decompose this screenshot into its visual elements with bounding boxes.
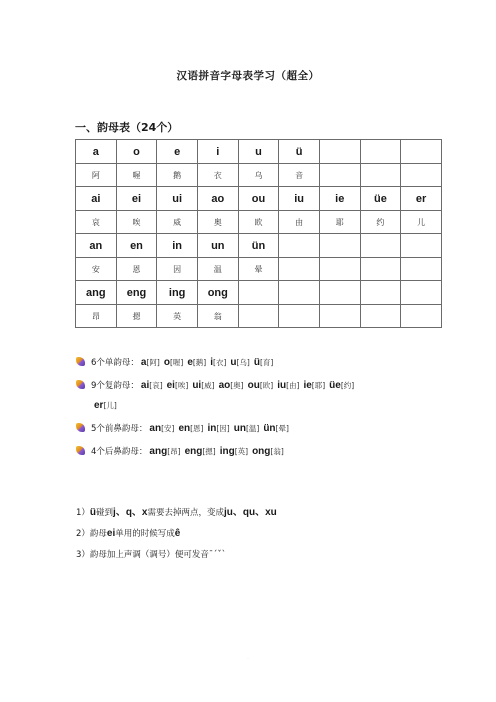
hanzi-cell: 恩: [116, 258, 157, 281]
pinyin-cell: o: [116, 140, 157, 164]
hanzi-cell: 昂: [76, 305, 117, 328]
rule-text: 2）韵母: [76, 529, 107, 539]
bullet-icon: [76, 380, 85, 389]
rule-text: ˉˊˇˋ: [208, 550, 226, 560]
pinyin-cell: un: [197, 234, 238, 258]
final-pinyin: ei: [166, 380, 175, 391]
pinyin-cell: [279, 234, 320, 258]
finals-table: [75, 139, 442, 328]
final-pinyin: e: [187, 357, 193, 368]
hanzi-cell: 约: [360, 211, 401, 234]
final-hanzi: [阿]: [146, 358, 160, 367]
final-hanzi: [昂]: [167, 447, 181, 456]
hanzi-cell: 因: [157, 258, 198, 281]
rule-pinyin: ü: [89, 507, 97, 518]
final-pinyin: ong: [252, 446, 271, 457]
hanzi-cell: [401, 164, 442, 187]
summary-label: 9个复韵母：: [91, 381, 139, 391]
rule-pinyin: ju、qu、xu: [224, 507, 277, 518]
hanzi-cell: 唉: [116, 211, 157, 234]
final-pinyin: an: [149, 423, 162, 434]
hanzi-cell: 欧: [238, 211, 279, 234]
final-pinyin: ing: [219, 446, 235, 457]
rule-text: 碰到: [96, 508, 114, 518]
hanzi-cell: 摁: [116, 305, 157, 328]
final-pinyin: ü: [253, 357, 260, 368]
final-hanzi: [乌]: [236, 358, 250, 367]
pinyin-cell: [238, 281, 279, 305]
hanzi-cell: [319, 258, 360, 281]
rule-line: [76, 506, 277, 520]
hanzi-cell: 音: [279, 164, 320, 187]
final-hanzi: [摁]: [202, 447, 216, 456]
final-pinyin: iu: [277, 380, 287, 391]
finals-summary-item: [76, 355, 456, 370]
pinyin-cell: [319, 234, 360, 258]
hanzi-row: [76, 305, 442, 328]
pinyin-cell: ui: [157, 187, 198, 211]
pinyin-cell: ao: [197, 187, 238, 211]
final-hanzi: [威]: [201, 381, 215, 390]
final-pinyin: ang: [149, 446, 168, 457]
hanzi-cell: [360, 258, 401, 281]
pinyin-cell: an: [76, 234, 117, 258]
pinyin-cell: [401, 281, 442, 305]
final-pinyin: i: [210, 357, 214, 368]
pinyin-cell: [319, 140, 360, 164]
section-heading: 一、韵母表（24个）: [75, 121, 179, 134]
pinyin-cell: ang: [76, 281, 117, 305]
pinyin-cell: ou: [238, 187, 279, 211]
final-pinyin: in: [207, 423, 217, 434]
final-hanzi: [安]: [161, 424, 175, 433]
pinyin-cell: [360, 234, 401, 258]
pinyin-cell: [401, 140, 442, 164]
pinyin-cell: ei: [116, 187, 157, 211]
final-hanzi: [儿]: [103, 401, 117, 410]
final-pinyin: ui: [192, 380, 202, 391]
rule-pinyin: ei: [106, 528, 116, 539]
hanzi-cell: [401, 305, 442, 328]
pinyin-cell: ai: [76, 187, 117, 211]
final-hanzi: [欧]: [259, 381, 274, 390]
hanzi-cell: 哀: [76, 211, 117, 234]
final-hanzi: [约]: [340, 381, 355, 390]
pinyin-cell: ün: [238, 234, 279, 258]
final-pinyin: o: [163, 357, 170, 368]
hanzi-cell: 由: [279, 211, 320, 234]
final-hanzi: [英]: [234, 447, 249, 456]
hanzi-cell: 英: [157, 305, 198, 328]
hanzi-cell: [279, 258, 320, 281]
final-pinyin: eng: [184, 446, 203, 457]
pinyin-cell: en: [116, 234, 157, 258]
pinyin-cell: eng: [116, 281, 157, 305]
pinyin-cell: a: [76, 140, 117, 164]
hanzi-cell: [319, 164, 360, 187]
document-title: 汉语拼音字母表学习（超全）: [176, 70, 320, 82]
final-hanzi: [鹅]: [192, 358, 207, 367]
final-hanzi: [哀]: [149, 381, 163, 390]
spelling-rules: [76, 506, 277, 569]
final-hanzi: [由]: [286, 381, 300, 390]
hanzi-cell: 阿: [76, 164, 117, 187]
hanzi-row: [76, 211, 442, 234]
pinyin-cell: in: [157, 234, 198, 258]
pinyin-row: [76, 234, 442, 258]
rule-line: [76, 527, 277, 541]
final-hanzi: [因]: [216, 424, 230, 433]
pinyin-cell: e: [157, 140, 198, 164]
final-pinyin: en: [178, 423, 191, 434]
hanzi-cell: 鹅: [157, 164, 198, 187]
pinyin-row: [76, 281, 442, 305]
pinyin-cell: ü: [279, 140, 320, 164]
hanzi-cell: [319, 305, 360, 328]
hanzi-cell: 温: [197, 258, 238, 281]
hanzi-cell: [401, 258, 442, 281]
pinyin-cell: ie: [319, 187, 360, 211]
pinyin-cell: üe: [360, 187, 401, 211]
final-hanzi: [奥]: [230, 381, 244, 390]
pinyin-cell: iu: [279, 187, 320, 211]
hanzi-cell: [360, 164, 401, 187]
pinyin-cell: [360, 281, 401, 305]
pinyin-cell: u: [238, 140, 279, 164]
hanzi-cell: 喔: [116, 164, 157, 187]
rule-text: 单用的时候写成: [115, 529, 175, 539]
pinyin-cell: [360, 140, 401, 164]
bullet-icon: [76, 357, 85, 366]
pinyin-cell: [279, 281, 320, 305]
final-hanzi: [耶]: [311, 381, 326, 390]
final-hanzi: [衣]: [213, 358, 227, 367]
final-pinyin: ie: [303, 380, 312, 391]
final-hanzi: [温]: [245, 424, 260, 433]
summary-label: 5个前鼻韵母：: [91, 424, 148, 434]
final-pinyin: üe: [329, 380, 341, 391]
pinyin-cell: ong: [197, 281, 238, 305]
final-pinyin: ao: [218, 380, 231, 391]
rule-line: [76, 548, 277, 562]
hanzi-cell: 儿: [401, 211, 442, 234]
final-hanzi: [翁]: [270, 447, 284, 456]
finals-summary-item: [76, 378, 456, 393]
final-pinyin: a: [140, 357, 147, 368]
hanzi-cell: 衣: [197, 164, 238, 187]
summary-label: 4个后鼻韵母：: [91, 447, 148, 457]
finals-summary-item: [76, 444, 456, 459]
final-hanzi: [唉]: [174, 381, 189, 390]
hanzi-cell: 奥: [197, 211, 238, 234]
bullet-icon: [76, 423, 85, 432]
page-footer: ·: [247, 656, 249, 661]
final-pinyin: ün: [263, 423, 276, 434]
hanzi-cell: 晕: [238, 258, 279, 281]
hanzi-cell: 耶: [319, 211, 360, 234]
summary-label: 6个单韵母：: [91, 358, 139, 368]
pinyin-cell: i: [197, 140, 238, 164]
hanzi-row: [76, 164, 442, 187]
final-hanzi: [恩]: [190, 424, 204, 433]
hanzi-cell: 乌: [238, 164, 279, 187]
rule-text: 需要去掉两点，变成: [147, 508, 225, 518]
pinyin-cell: [401, 234, 442, 258]
hanzi-cell: [279, 305, 320, 328]
hanzi-row: [76, 258, 442, 281]
rule-text: 1）: [76, 508, 90, 518]
hanzi-cell: 安: [76, 258, 117, 281]
hanzi-cell: 威: [157, 211, 198, 234]
rule-pinyin: ê: [174, 528, 181, 539]
final-hanzi: [育]: [259, 358, 274, 367]
finals-summary-list: [76, 355, 456, 467]
hanzi-cell: 翁: [197, 305, 238, 328]
final-hanzi: [晕]: [275, 424, 289, 433]
pinyin-cell: ing: [157, 281, 198, 305]
pinyin-cell: er: [401, 187, 442, 211]
pinyin-row: [76, 187, 442, 211]
finals-summary-continuation: [76, 398, 456, 413]
final-pinyin: ai: [140, 380, 150, 391]
rule-text: 3）韵母加上声调（调号）便可发音: [76, 550, 209, 560]
final-hanzi: [喔]: [169, 358, 184, 367]
rule-pinyin: j、q、x: [113, 507, 148, 518]
final-pinyin: u: [230, 357, 237, 368]
final-pinyin: un: [233, 423, 246, 434]
bullet-icon: [76, 446, 85, 455]
final-pinyin: ou: [247, 380, 260, 391]
finals-summary-item: [76, 421, 456, 436]
final-pinyin: er: [94, 400, 104, 411]
hanzi-cell: [360, 305, 401, 328]
pinyin-cell: [319, 281, 360, 305]
hanzi-cell: [238, 305, 279, 328]
pinyin-row: [76, 140, 442, 164]
